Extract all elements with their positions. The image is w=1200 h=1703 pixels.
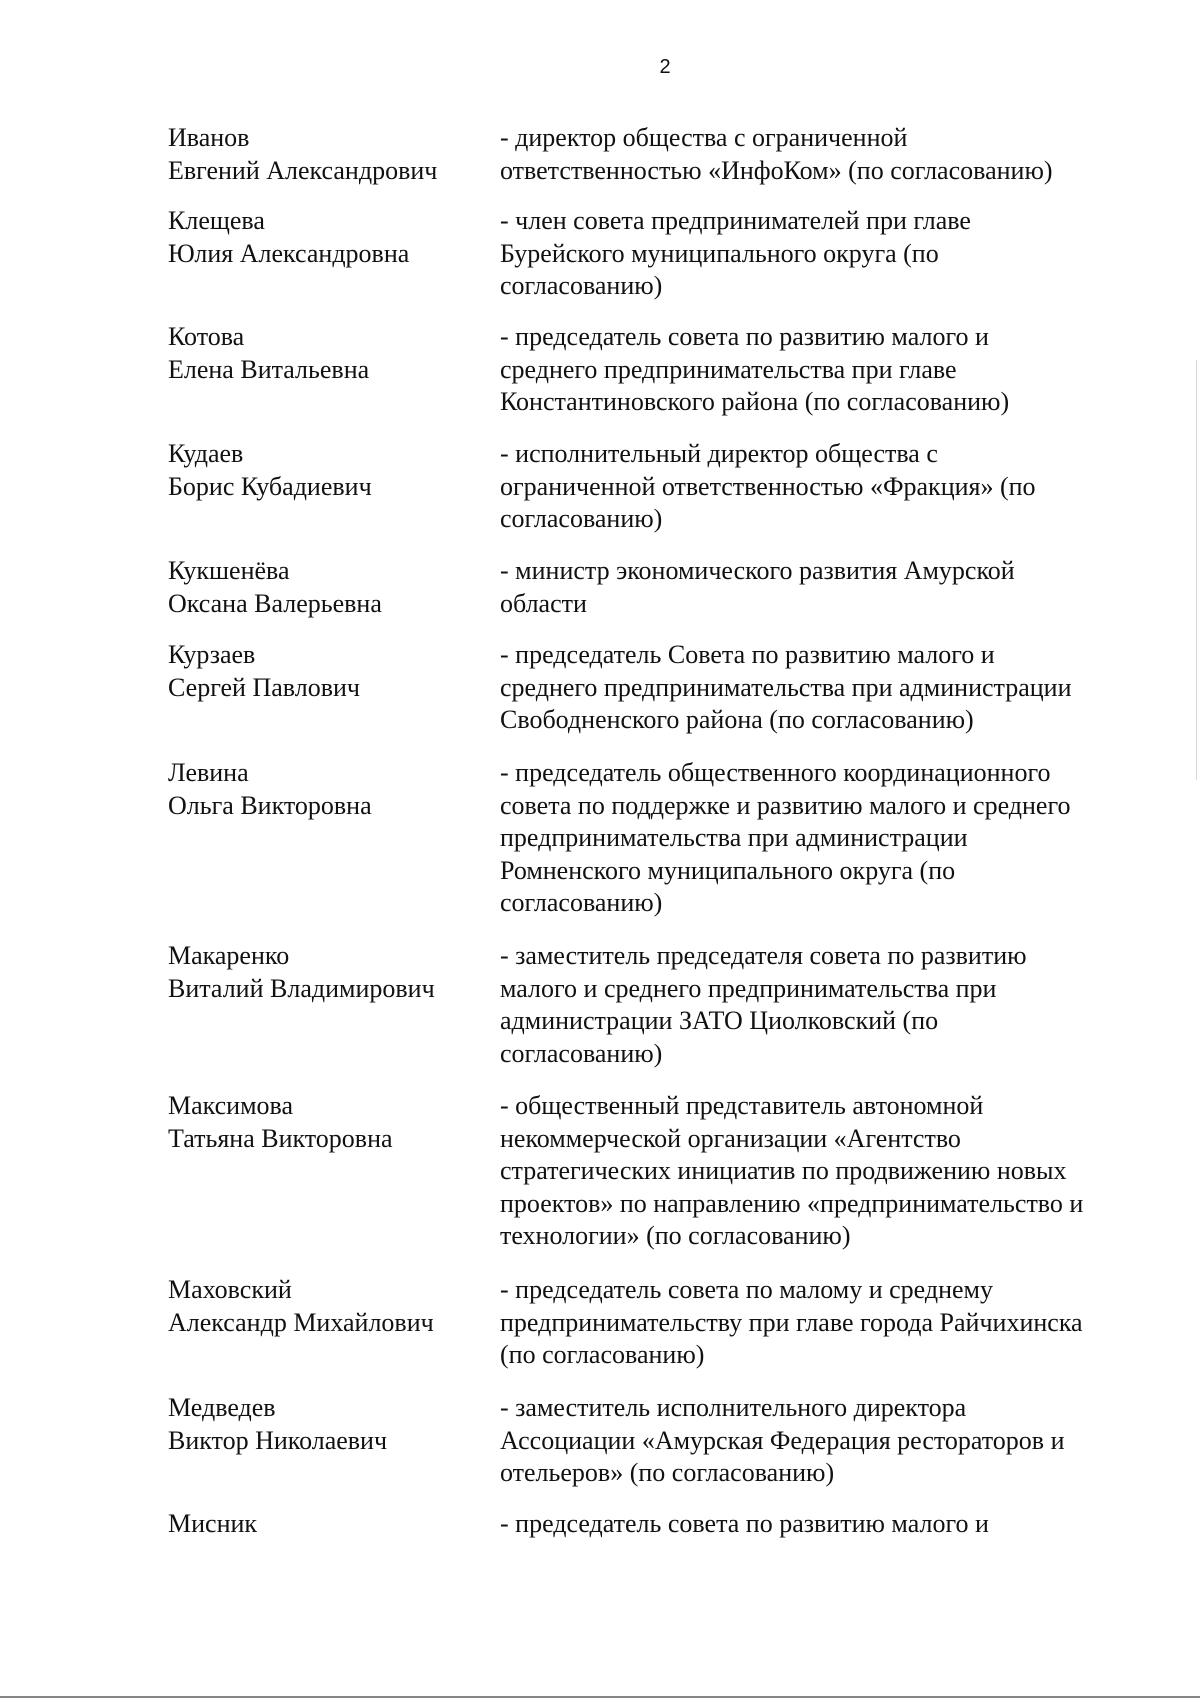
- member-name: Котова Елена Витальевна: [168, 322, 370, 384]
- member-role: - председатель совета по малому и среднему предпринимательству при главе города Райчихинска (по согласованию): [500, 1275, 1083, 1369]
- member-name: Маховский Александр Михайлович: [168, 1275, 434, 1337]
- list-item: [168, 1274, 1168, 1372]
- list-item: [168, 1508, 1168, 1541]
- member-role: - заместитель председателя совета по развитию малого и среднего предпринимательства при администрации ЗАТО Циолковский (по согласованию): [500, 941, 1027, 1068]
- list-item: [168, 757, 1168, 920]
- member-role: - министр экономического развития Амурской области: [500, 556, 1015, 618]
- member-role: - председатель общественного координационного совета по поддержке и развитию малого и среднего предпринимательства при администрации Ромненского муниципального округа (по согласованию): [500, 758, 1071, 917]
- scan-edge-bottom: [0, 1696, 1200, 1698]
- member-name: Кукшенёва Оксана Валерьевна: [168, 556, 382, 618]
- member-role: - исполнительный директор общества с ограниченной ответственностью «Фракция» (по согласованию): [500, 439, 1036, 533]
- list-item: [168, 639, 1168, 737]
- member-name: Кудаев Борис Кубадиевич: [168, 439, 372, 501]
- page-number: 2: [659, 56, 671, 78]
- member-role: - член совета предпринимателей при главе Бурейского муниципального округа (по согласованию): [500, 206, 971, 300]
- list-item: [168, 555, 1168, 620]
- list-item: [168, 321, 1168, 419]
- member-name: Макаренко Виталий Владимирович: [168, 941, 435, 1003]
- list-item: [168, 1392, 1168, 1490]
- member-name: Клещева Юлия Александровна: [168, 206, 410, 268]
- member-role: - председатель совета по развитию малого и: [500, 1509, 989, 1538]
- member-name: Курзаев Сергей Павлович: [168, 640, 360, 702]
- member-role: - председатель совета по развитию малого и среднего предпринимательства при главе Константиновского района (по согласованию): [500, 322, 1010, 416]
- member-name: Медведев Виктор Николаевич: [168, 1393, 388, 1455]
- member-role: - директор общества с ограниченной ответственностью «ИнфоКом» (по согласованию): [500, 123, 1053, 185]
- member-name: Левина Ольга Викторовна: [168, 758, 372, 820]
- member-role: - общественный представитель автономной некоммерческой организации «Агентство стратегических инициатив по продвижению новых проектов» по направлению «предпринимательство и технологии» (по согласованию): [500, 1091, 1084, 1250]
- scan-edge-right: [1196, 360, 1197, 780]
- member-role: - председатель Совета по развитию малого и среднего предпринимательства при администрации Свободненского района (по согласованию): [500, 640, 1072, 734]
- member-name: Мисник: [168, 1509, 258, 1538]
- list-item: [168, 1090, 1168, 1253]
- list-item: [168, 940, 1168, 1070]
- list-item: [168, 438, 1168, 536]
- member-name: Иванов Евгений Александрович: [168, 123, 438, 185]
- member-name: Максимова Татьяна Викторовна: [168, 1091, 393, 1153]
- member-role: - заместитель исполнительного директора Ассоциации «Амурская Федерация рестораторов и отельеров» (по согласованию): [500, 1393, 1065, 1487]
- list-item: [168, 122, 1168, 187]
- list-item: [168, 205, 1168, 303]
